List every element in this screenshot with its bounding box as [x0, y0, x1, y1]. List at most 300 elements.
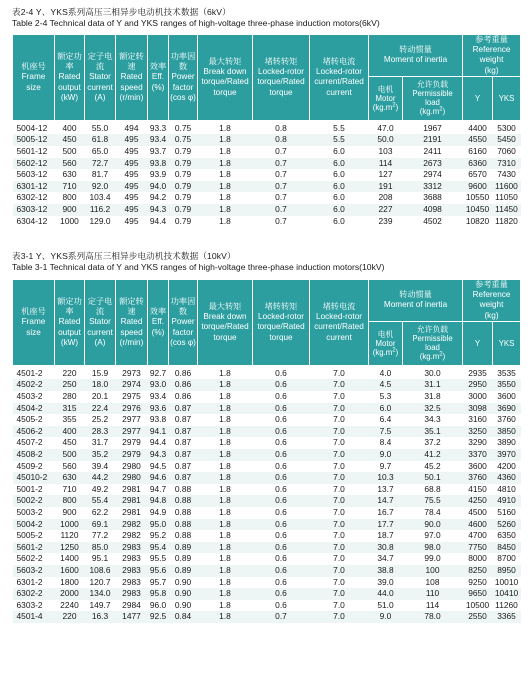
- table-cell: 6570: [468, 169, 487, 180]
- col-efficiency: 效率 Eff. (%): [148, 280, 169, 366]
- table-cell: 495: [124, 169, 139, 180]
- table-cell: 2981: [122, 506, 141, 517]
- table-cell: 95.4: [148, 542, 169, 554]
- table-cell: 127: [378, 169, 393, 180]
- table-cell: 13.7: [377, 483, 394, 494]
- table-cell: 1.8: [219, 576, 231, 587]
- table-cell: 4098: [403, 204, 463, 216]
- table-cell: 94.4: [149, 215, 167, 226]
- table-cell: 39.0: [377, 576, 394, 587]
- table-cell: 5004-2: [13, 519, 55, 531]
- table-cell: 1.8: [198, 426, 253, 438]
- table-cell: 0.75: [169, 134, 198, 146]
- table-cell: 2000: [55, 588, 85, 600]
- table-cell: 103.4: [89, 192, 111, 203]
- table-cell: 1.8: [198, 379, 253, 391]
- table-cell: 0.7: [253, 181, 310, 193]
- table-cell: 31.8: [424, 391, 441, 401]
- table-cell: 4507-2: [16, 437, 43, 448]
- table-cell: 191: [369, 181, 403, 193]
- table-cell: 2982: [122, 530, 141, 541]
- table-cell: 1.8: [219, 437, 231, 448]
- table-cell: 0.79: [169, 181, 198, 193]
- table-cell: 3850: [493, 426, 521, 438]
- table-cell: 98.0: [403, 542, 463, 554]
- table-cell: 7.0: [310, 449, 369, 461]
- table-cell: 2979: [122, 437, 141, 448]
- table-cell: 0.6: [253, 472, 310, 484]
- table-cell: 6.0: [333, 215, 345, 226]
- table-cell: 2977: [122, 414, 141, 425]
- table-cell: 94.9: [149, 506, 167, 517]
- table-cell: 49.2: [91, 483, 109, 494]
- table-cell: 45.2: [424, 460, 441, 471]
- table-cell: 6360: [463, 158, 493, 170]
- table-cell: 14.7: [369, 495, 403, 507]
- table-cell: 5450: [493, 134, 521, 146]
- table-cell: 355: [62, 414, 77, 425]
- table-row: [13, 146, 521, 158]
- table-cell: 3970: [493, 449, 521, 461]
- table-cell: 7.0: [333, 483, 345, 494]
- table-cell: 0.79: [174, 169, 192, 180]
- table-cell: 1.8: [198, 181, 253, 193]
- table-cell: 7310: [493, 158, 521, 170]
- table-cell: 6160: [468, 146, 487, 156]
- table-cell: 4506-2: [13, 426, 55, 438]
- table-cell: 0.6: [253, 379, 310, 391]
- table-cell: 6.0: [369, 403, 403, 415]
- table-row: [13, 403, 521, 415]
- table-cell: 6.0: [310, 181, 369, 193]
- table-cell: 4503-2: [16, 391, 43, 401]
- table-cell: 2974: [116, 379, 148, 391]
- table-cell: 75.5: [403, 495, 463, 507]
- table-cell: 1.8: [198, 495, 253, 507]
- table2-caption-cn: 表3-1 Y、YKS系列高压三相异步电动机技术数据（10kV）: [12, 251, 236, 261]
- table-cell: 1.8: [219, 483, 231, 494]
- table-cell: 495: [116, 134, 148, 146]
- table-row: [13, 611, 521, 623]
- table-cell: 227: [369, 204, 403, 216]
- table-cell: 5.3: [379, 391, 392, 401]
- table-cell: 495: [116, 181, 148, 193]
- table-cell: 96.0: [149, 599, 167, 610]
- table-cell: 8.4: [379, 437, 392, 448]
- table-cell: 38.8: [369, 565, 403, 577]
- table-cell: 90.0: [403, 519, 463, 531]
- table-cell: 3600: [468, 460, 487, 471]
- table-cell: 6.0: [310, 204, 369, 216]
- table-cell: 47.0: [377, 122, 394, 133]
- table-cell: 4502-2: [13, 379, 55, 391]
- table-cell: 85.0: [85, 542, 116, 554]
- table-cell: 495: [124, 192, 139, 203]
- table-cell: 0.79: [169, 158, 198, 170]
- table1-caption: [12, 7, 380, 29]
- col-weight-y: Y: [463, 321, 493, 365]
- table-cell: 0.89: [169, 542, 198, 554]
- table-cell: 495: [124, 215, 139, 226]
- table1: [12, 34, 521, 227]
- table-cell: 0.7: [253, 158, 310, 170]
- col-rated-output: 额定功率 Rated output (kW): [55, 35, 85, 121]
- table-cell: 10010: [494, 576, 519, 587]
- table-cell: 11450: [493, 204, 521, 216]
- table-cell: 208: [378, 192, 393, 203]
- table-cell: 0.90: [174, 576, 192, 587]
- table-cell: 0.88: [169, 519, 198, 531]
- table-row: [13, 414, 521, 426]
- col-frame: 机座号 Frame size: [13, 35, 55, 121]
- table-cell: 1.8: [219, 530, 231, 541]
- table-cell: 2975: [122, 391, 141, 401]
- table-cell: 0.6: [253, 519, 310, 531]
- table-row: [13, 391, 521, 403]
- table-cell: 0.79: [169, 204, 198, 216]
- table-cell: 94.1: [148, 426, 169, 438]
- table-row: [13, 577, 521, 589]
- col-locked-rotor-current: 堵转电流 Locked-rotor current/Rated current: [310, 280, 369, 366]
- table-cell: 4250: [463, 495, 493, 507]
- table-cell: 800: [62, 192, 77, 203]
- table-cell: 0.7: [253, 204, 310, 216]
- table-cell: 5004-12: [16, 122, 48, 133]
- table-cell: 2980: [122, 460, 141, 471]
- table-cell: 120.7: [89, 576, 111, 587]
- table-cell: 7.0: [310, 519, 369, 531]
- table-cell: 3760: [463, 472, 493, 484]
- table-cell: 9250: [468, 576, 487, 587]
- table-cell: 1.8: [198, 565, 253, 577]
- table-row: [13, 472, 521, 484]
- table-cell: 7.0: [310, 379, 369, 391]
- table-cell: 0.6: [275, 483, 287, 494]
- table-row: [13, 495, 521, 507]
- table-cell: 450: [55, 134, 85, 146]
- table-cell: 94.5: [149, 460, 167, 471]
- table-cell: 6303-2: [16, 599, 43, 610]
- table-cell: 220: [55, 611, 85, 623]
- table-cell: 20.1: [91, 391, 109, 401]
- table-cell: 0.87: [169, 449, 198, 461]
- table-cell: 0.90: [174, 599, 192, 610]
- col-locked-rotor-torque: 堵转转矩 Locked-rotor torque/Rated torque: [253, 280, 310, 366]
- table-cell: 7.5: [369, 426, 403, 438]
- table-cell: 0.79: [174, 146, 192, 156]
- table-cell: 4700: [468, 530, 487, 541]
- table-cell: 3760: [497, 414, 516, 425]
- table-cell: 1.8: [198, 519, 253, 531]
- table-cell: 5603-2: [13, 565, 55, 577]
- col-stator-current: 定子电流 Stator current (A): [85, 280, 116, 366]
- table-cell: 0.75: [174, 122, 192, 133]
- table-cell: 114: [369, 158, 403, 170]
- table-cell: 0.79: [174, 215, 192, 226]
- table-cell: 3098: [463, 403, 493, 415]
- table-cell: 0.87: [169, 472, 198, 484]
- table-cell: 1120: [60, 530, 79, 541]
- table-cell: 7.0: [333, 553, 345, 564]
- table-cell: 44.2: [85, 472, 116, 484]
- table-cell: 3370: [463, 449, 493, 461]
- table-cell: 7.0: [310, 565, 369, 577]
- table-cell: 1600: [55, 565, 85, 577]
- table-cell: 116.2: [85, 204, 116, 216]
- table-cell: 65.0: [91, 146, 109, 156]
- table-cell: 78.4: [424, 506, 441, 517]
- table-cell: 9.0: [369, 611, 403, 623]
- table-cell: 0.88: [174, 506, 192, 517]
- table-cell: 8450: [493, 542, 521, 554]
- table-cell: 1.8: [219, 367, 231, 378]
- table-cell: 3535: [497, 367, 516, 378]
- table-cell: 7.0: [333, 576, 345, 587]
- table1-caption-cn: 表2-4 Y、YKS系列高压三相异步电动机技术数据（6kV）: [12, 7, 231, 17]
- col-permissible-load: 允许负载 Permissible load $(kg.m^2)$: [403, 321, 463, 365]
- table-cell: 2983: [122, 553, 141, 564]
- table-cell: 6350: [497, 530, 516, 541]
- table-cell: 1.8: [219, 391, 231, 401]
- table-cell: 0.7: [275, 169, 287, 180]
- table-cell: 93.0: [148, 379, 169, 391]
- table-cell: 3290: [468, 437, 487, 448]
- table-cell: 0.87: [169, 426, 198, 438]
- table-row: [13, 181, 521, 193]
- col-weight-yks: YKS: [493, 321, 521, 365]
- table-cell: 10550: [465, 192, 490, 203]
- table-row: [13, 204, 521, 216]
- table-cell: 18.0: [85, 379, 116, 391]
- table-cell: 0.6: [275, 437, 287, 448]
- table-cell: 0.7: [275, 192, 287, 203]
- table-cell: 400: [62, 122, 77, 133]
- table-cell: 0.6: [253, 588, 310, 600]
- table-cell: 10500: [465, 599, 490, 610]
- table-cell: 134.0: [85, 588, 116, 600]
- table-cell: 630: [55, 472, 85, 484]
- table1-caption-en: Table 2-4 Technical data of Y and YKS ranges of high-voltage three-phase induction motors(6kV): [12, 18, 380, 28]
- table-cell: 0.6: [275, 367, 287, 378]
- table-cell: 4150: [468, 483, 487, 494]
- table-row: [13, 192, 521, 204]
- table-cell: 6.0: [333, 146, 345, 156]
- table-cell: 0.88: [174, 530, 192, 541]
- table-cell: 4200: [497, 460, 516, 471]
- table-cell: 92.0: [85, 181, 116, 193]
- table-cell: 0.90: [169, 588, 198, 600]
- table-cell: 28.3: [85, 426, 116, 438]
- table-cell: 4500: [468, 506, 487, 517]
- col-reference-weight: 参考重量 Reference weight (kg): [463, 280, 521, 322]
- table-cell: 0.89: [174, 553, 192, 564]
- table-cell: 51.0: [377, 599, 394, 610]
- col-stator-current: 定子电流 Stator current (A): [85, 35, 116, 121]
- table-cell: 7.0: [310, 403, 369, 415]
- table-cell: 4360: [493, 472, 521, 484]
- table-cell: 16.7: [377, 506, 394, 517]
- table-row: [13, 484, 521, 496]
- table-cell: 5002-2: [13, 495, 55, 507]
- table-cell: 15.9: [91, 367, 109, 378]
- table-cell: 280: [62, 391, 77, 401]
- table-row: [13, 449, 521, 461]
- table-cell: 1.8: [219, 553, 231, 564]
- table-cell: 55.0: [91, 122, 109, 133]
- table-cell: 900: [55, 204, 85, 216]
- table-cell: 95.6: [148, 565, 169, 577]
- table-cell: 10410: [493, 588, 521, 600]
- table-cell: 3688: [423, 192, 442, 203]
- table-cell: 77.2: [91, 530, 109, 541]
- table-cell: 1.8: [219, 460, 231, 471]
- table-cell: 630: [62, 169, 77, 180]
- table2-body: [13, 365, 521, 623]
- col-permissible-load: 允许负载 Permissible load $(kg.m^2)$: [403, 76, 463, 120]
- table-cell: 69.1: [85, 519, 116, 531]
- table-row: [13, 365, 521, 379]
- table-cell: 0.79: [174, 192, 192, 203]
- table-cell: 500: [62, 146, 77, 156]
- table-cell: 1.8: [219, 146, 231, 156]
- table-cell: 0.6: [253, 449, 310, 461]
- table-cell: 31.7: [91, 437, 109, 448]
- col-moment-of-inertia: 转动惯量 Moment of inertia: [369, 280, 463, 322]
- table-cell: 2982: [116, 519, 148, 531]
- table-cell: 239: [378, 215, 393, 226]
- table-cell: 495: [124, 146, 139, 156]
- table-cell: 7.0: [333, 460, 345, 471]
- table-cell: 93.4: [148, 134, 169, 146]
- table-cell: 93.6: [148, 403, 169, 415]
- col-power-factor: 功率因数 Power factor (cos φ): [169, 35, 198, 121]
- table-cell: 95.2: [149, 530, 167, 541]
- table-cell: 495: [116, 158, 148, 170]
- table-cell: 5601-12: [16, 146, 48, 156]
- table-cell: 2981: [122, 483, 141, 494]
- table-cell: 0.86: [169, 379, 198, 391]
- table-cell: 0.6: [275, 506, 287, 517]
- table-cell: 7.0: [333, 530, 345, 541]
- table-cell: 95.5: [149, 553, 167, 564]
- table-row: [13, 437, 521, 449]
- table-cell: 4550: [463, 134, 493, 146]
- table-cell: 5602-12: [13, 158, 55, 170]
- table-cell: 2983: [116, 565, 148, 577]
- table-cell: 0.6: [275, 599, 287, 610]
- table-cell: 6302-12: [16, 192, 48, 203]
- table-row: [13, 169, 521, 181]
- col-rated-speed: 额定转速 Rated speed (r/min): [116, 280, 148, 366]
- table-cell: 500: [55, 449, 85, 461]
- table-cell: 93.8: [149, 414, 167, 425]
- table-cell: 5.5: [333, 122, 345, 133]
- table-cell: 25.2: [91, 414, 109, 425]
- table-cell: 93.9: [149, 169, 167, 180]
- table-cell: 4501-2: [16, 367, 43, 378]
- table-cell: 5601-2: [13, 542, 55, 554]
- table-cell: 94.7: [149, 483, 167, 494]
- table-cell: 1477: [116, 611, 148, 623]
- table-cell: 1.8: [198, 204, 253, 216]
- table-cell: 4509-2: [16, 460, 43, 471]
- table-cell: 0.6: [253, 426, 310, 438]
- table-cell: 55.4: [85, 495, 116, 507]
- table-cell: 110: [403, 588, 463, 600]
- table-cell: 1.8: [198, 472, 253, 484]
- table-cell: 68.8: [424, 483, 441, 494]
- table-cell: 2980: [116, 472, 148, 484]
- table-cell: 92.7: [149, 367, 167, 378]
- table-row: [13, 426, 521, 438]
- table-cell: 6301-2: [16, 576, 43, 587]
- table-cell: 44.0: [369, 588, 403, 600]
- table-cell: 97.0: [424, 530, 441, 541]
- table-cell: 6.0: [333, 169, 345, 180]
- table-cell: 9600: [463, 181, 493, 193]
- table-cell: 4910: [493, 495, 521, 507]
- table-row: [13, 530, 521, 542]
- table-cell: 32.5: [403, 403, 463, 415]
- table-cell: 0.7: [253, 611, 310, 623]
- table-cell: 5001-2: [16, 483, 43, 494]
- table-cell: 0.8: [275, 122, 287, 133]
- table-cell: 2984: [122, 599, 141, 610]
- table-cell: 7430: [497, 169, 516, 180]
- table-cell: 5005-2: [16, 530, 43, 541]
- table-cell: 0.7: [275, 146, 287, 156]
- table-cell: 108.6: [85, 565, 116, 577]
- table-cell: 1.8: [198, 158, 253, 170]
- table-cell: 95.0: [148, 519, 169, 531]
- table-cell: 0.6: [275, 391, 287, 401]
- table-cell: 7.0: [310, 495, 369, 507]
- table-cell: 2973: [122, 367, 141, 378]
- table-cell: 37.2: [424, 437, 441, 448]
- table-cell: 30.0: [424, 367, 441, 378]
- table-cell: 0.87: [174, 414, 192, 425]
- table-cell: 2191: [403, 134, 463, 146]
- table-cell: 1000: [60, 215, 79, 226]
- table-cell: 710: [62, 483, 77, 494]
- table-cell: 1000: [55, 519, 85, 531]
- table-cell: 7060: [497, 146, 516, 156]
- table-cell: 81.7: [91, 169, 109, 180]
- table-cell: 1800: [60, 576, 79, 587]
- table-cell: 8950: [493, 565, 521, 577]
- table-cell: 78.0: [403, 611, 463, 623]
- table-cell: 1.8: [198, 449, 253, 461]
- table-cell: 108: [425, 576, 440, 587]
- table-cell: 11820: [495, 215, 518, 226]
- table-cell: 0.89: [169, 565, 198, 577]
- table-cell: 61.8: [85, 134, 116, 146]
- table-cell: 39.4: [91, 460, 109, 471]
- table2-caption-en: Table 3-1 Technical data of Y and YKS ranges of high-voltage three-phase induction motors(10kV): [12, 262, 385, 272]
- table-cell: 0.6: [253, 542, 310, 554]
- table-cell: 4810: [497, 483, 516, 494]
- table-row: [13, 565, 521, 577]
- table-cell: 1.8: [198, 611, 253, 623]
- table-cell: 95.7: [149, 576, 167, 587]
- col-moment-of-inertia: 转动惯量 Moment of inertia: [369, 35, 463, 77]
- table-row: [13, 507, 521, 519]
- table-cell: 3312: [403, 181, 463, 193]
- table-cell: 93.8: [148, 158, 169, 170]
- table-cell: 5260: [493, 519, 521, 531]
- table-cell: 2411: [423, 146, 442, 156]
- table-cell: 6302-2: [13, 588, 55, 600]
